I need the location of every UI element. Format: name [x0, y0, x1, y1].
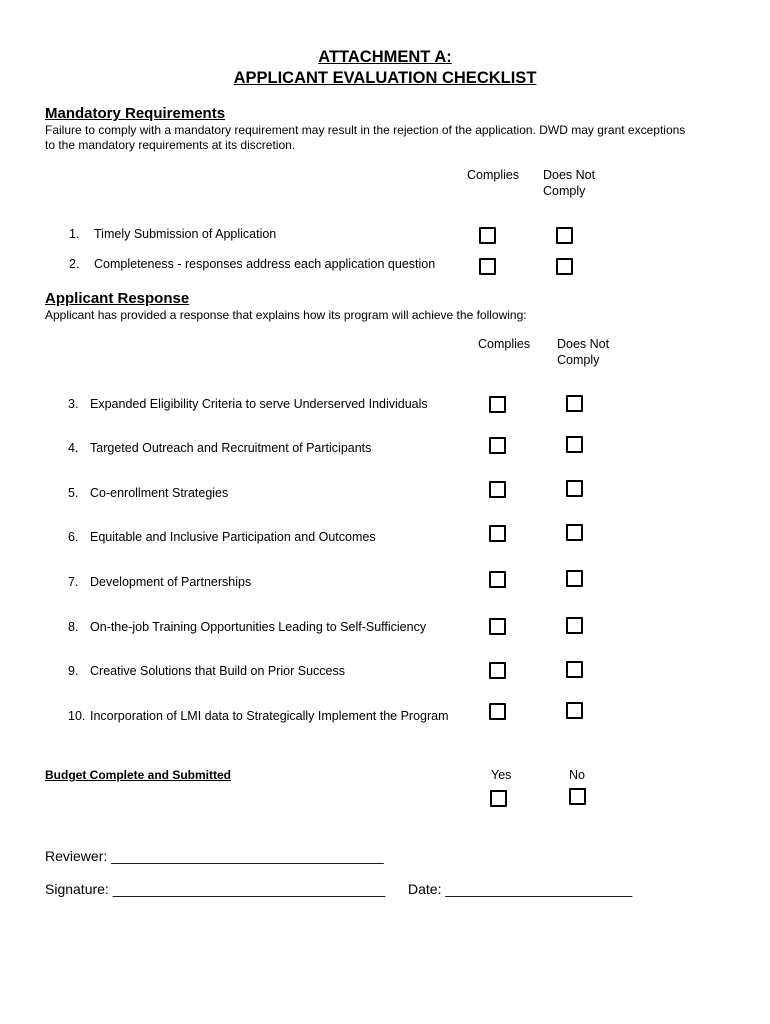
- does-not-comply-checkbox[interactable]: [566, 661, 583, 678]
- mandatory-heading: Mandatory Requirements: [45, 105, 226, 122]
- budget-no-header: No: [569, 768, 585, 782]
- date-field[interactable]: Date: ________________________: [408, 881, 633, 897]
- response-item: 3. Expanded Eligibility Criteria to serve Underserved Individuals: [68, 397, 428, 411]
- applicant-response-heading: Applicant Response: [45, 290, 190, 307]
- response-item: 8. On-the-job Training Opportunities Leading to Self-Sufficiency: [68, 620, 427, 634]
- complies-checkbox[interactable]: [489, 437, 506, 454]
- complies-checkbox[interactable]: [489, 703, 506, 720]
- applicant-response-description: Applicant has provided a response that explains how its program will achieve the following:: [45, 308, 527, 322]
- mandatory-description-2: to the mandatory requirements at its discretion.: [45, 138, 296, 152]
- response-item: 7. Development of Partnerships: [68, 575, 252, 589]
- budget-yes-checkbox[interactable]: [490, 790, 507, 807]
- does-not-comply-checkbox[interactable]: [566, 436, 583, 453]
- response-item: 5. Co-enrollment Strategies: [68, 486, 229, 500]
- budget-yes-header: Yes: [491, 768, 512, 782]
- does-not-comply-checkbox[interactable]: [556, 227, 573, 244]
- complies-checkbox[interactable]: [489, 481, 506, 498]
- budget-label: Budget Complete and Submitted: [45, 768, 231, 782]
- complies-checkbox[interactable]: [479, 258, 496, 275]
- does-not-comply-checkbox[interactable]: [566, 480, 583, 497]
- mandatory-description-1: Failure to comply with a mandatory requirement may result in the rejection of the application. DWD may grant exceptions: [45, 123, 686, 137]
- response-item: 9. Creative Solutions that Build on Prior Success: [68, 664, 345, 678]
- complies-checkbox[interactable]: [489, 618, 506, 635]
- does-not-comply-checkbox[interactable]: [566, 702, 583, 719]
- response-does-not-comply-header: Does Not Comply: [557, 337, 610, 367]
- reviewer-field[interactable]: Reviewer: ___________________________________: [45, 848, 384, 864]
- does-not-comply-checkbox[interactable]: [556, 258, 573, 275]
- response-item: 10. Incorporation of LMI data to Strategically Implement the Program: [68, 709, 449, 723]
- mandatory-item: 1. Timely Submission of Application: [69, 227, 277, 241]
- complies-checkbox[interactable]: [489, 396, 506, 413]
- mandatory-does-not-comply-header: Does Not Comply: [543, 168, 596, 198]
- mandatory-item: 2. Completeness - responses address each application question: [69, 257, 436, 271]
- budget-no-checkbox[interactable]: [569, 788, 586, 805]
- title-line-2: APPLICANT EVALUATION CHECKLIST: [233, 69, 537, 87]
- does-not-comply-checkbox[interactable]: [566, 524, 583, 541]
- does-not-comply-checkbox[interactable]: [566, 395, 583, 412]
- response-complies-header: Complies: [478, 337, 531, 351]
- does-not-comply-checkbox[interactable]: [566, 570, 583, 587]
- response-item: 4. Targeted Outreach and Recruitment of Participants: [68, 441, 372, 455]
- mandatory-complies-header: Complies: [467, 168, 520, 182]
- complies-checkbox[interactable]: [489, 525, 506, 542]
- title-line-1: ATTACHMENT A:: [318, 48, 452, 66]
- complies-checkbox[interactable]: [479, 227, 496, 244]
- complies-checkbox[interactable]: [489, 662, 506, 679]
- complies-checkbox[interactable]: [489, 571, 506, 588]
- signature-field[interactable]: Signature: ___________________________________: [45, 881, 386, 897]
- response-item: 6. Equitable and Inclusive Participation and Outcomes: [68, 530, 376, 544]
- does-not-comply-checkbox[interactable]: [566, 617, 583, 634]
